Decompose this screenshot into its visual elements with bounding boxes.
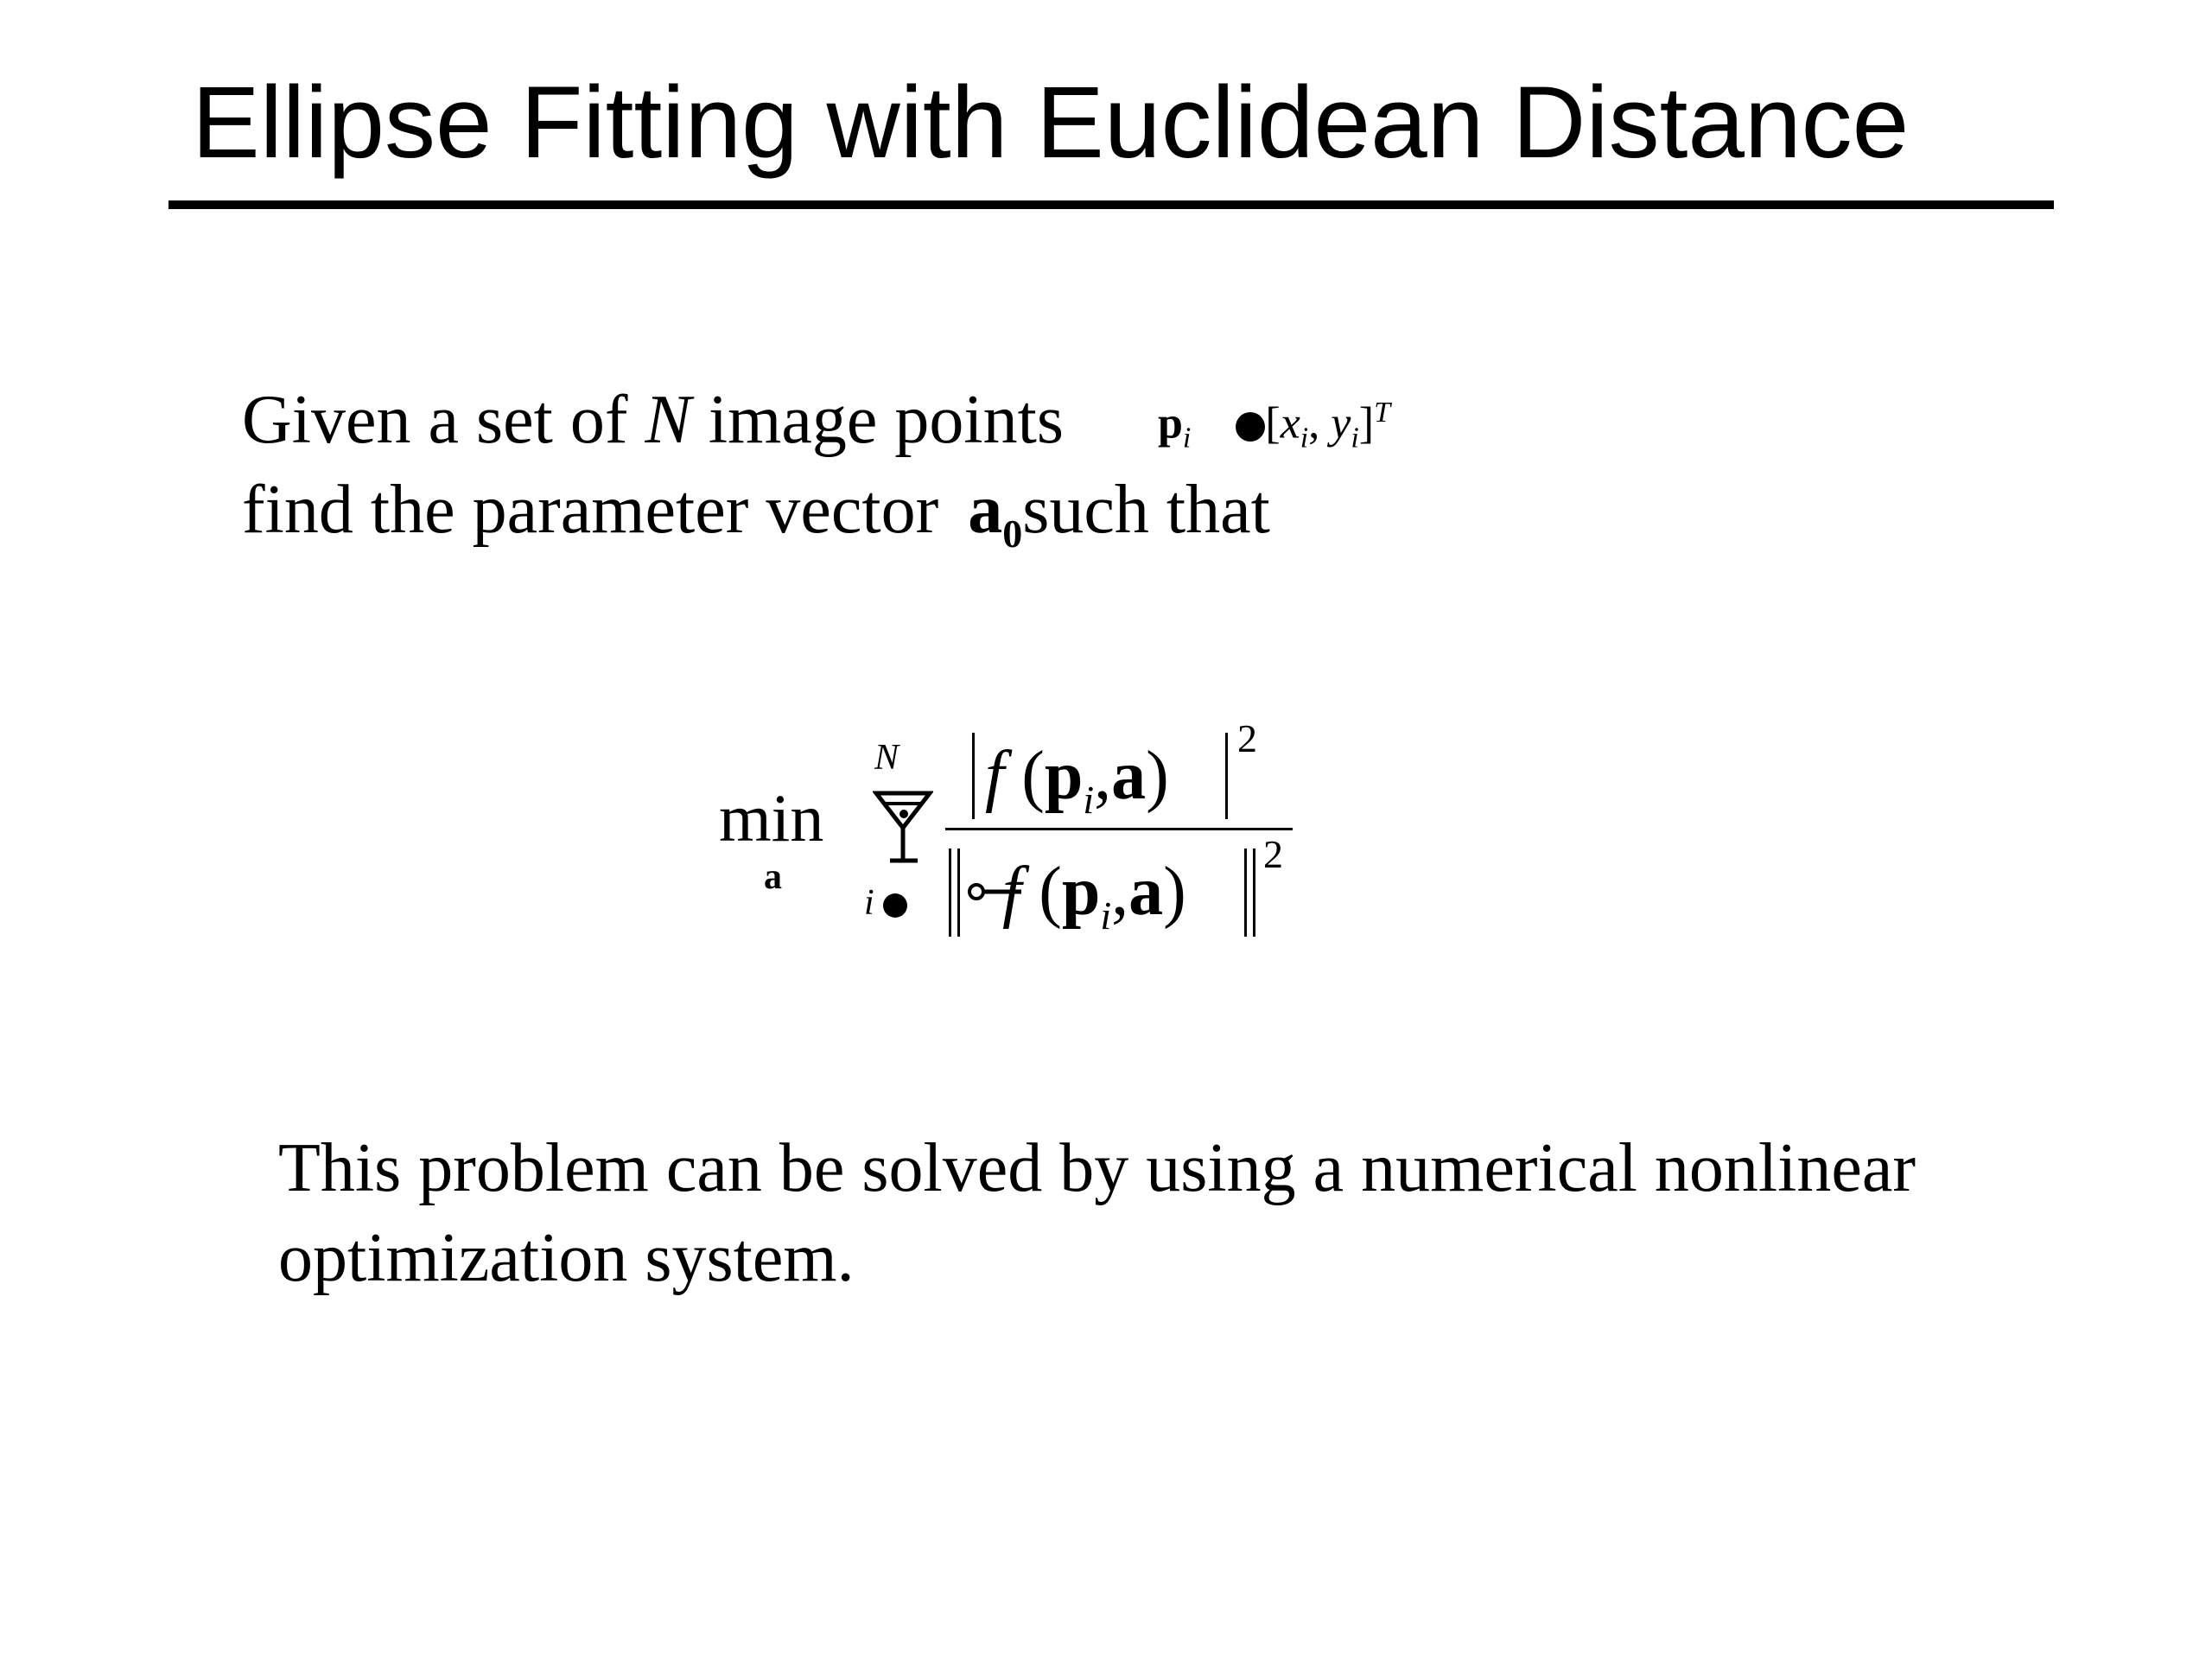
den-p: p xyxy=(1061,854,1101,930)
norm-bar-right-1 xyxy=(1244,849,1247,937)
num-close: ) xyxy=(1146,738,1169,814)
den-sub-i: i xyxy=(1100,893,1112,938)
num-sub-i: i xyxy=(1083,778,1095,822)
den-comma: , xyxy=(1111,854,1129,930)
given-text-after: image points xyxy=(708,382,1064,458)
den-a: a xyxy=(1128,854,1164,930)
sum-index: i xyxy=(864,883,874,923)
abs-bar-left xyxy=(972,733,975,819)
given-var-n: N xyxy=(645,382,691,458)
conclusion-line-2: optimization system. xyxy=(278,1220,855,1296)
given-line-1 xyxy=(242,378,1064,461)
min-operator: min xyxy=(719,780,824,855)
sum-lower-limit xyxy=(864,881,907,925)
numerator xyxy=(985,733,1169,843)
sum-upper-limit: N xyxy=(874,738,899,778)
norm-bar-left-2 xyxy=(957,849,960,937)
norm-bar-right-2 xyxy=(1253,849,1255,937)
summation-glyph-icon xyxy=(873,788,933,866)
given-line-2 xyxy=(242,468,1270,575)
point-definition xyxy=(1158,387,1390,465)
y-var: y xyxy=(1331,398,1351,448)
param-index: 0 xyxy=(1002,512,1023,556)
given-text: Given a set of xyxy=(242,382,628,458)
param-symbol: a xyxy=(968,472,1003,548)
den-close: ) xyxy=(1163,854,1186,930)
transpose: T xyxy=(1374,397,1391,429)
line2-text-after: such that xyxy=(1022,472,1270,548)
line2-text: find the parameter vector xyxy=(242,472,939,548)
denominator xyxy=(1002,849,1186,959)
point-symbol: p xyxy=(1158,398,1183,448)
x-sub: i xyxy=(1300,422,1309,454)
fraction-bar xyxy=(945,828,1293,830)
bracket-open: [ xyxy=(1265,398,1281,448)
min-subscript: a xyxy=(764,857,782,897)
x-var: x xyxy=(1280,398,1300,448)
num-a: a xyxy=(1111,738,1147,814)
slide-title: Ellipse Fitting with Euclidean Distance xyxy=(192,66,1910,180)
point-index: i xyxy=(1182,422,1192,454)
num-p: p xyxy=(1044,738,1084,814)
bullet-glyph-icon xyxy=(883,893,907,918)
conclusion-line-1: This problem can be solved by using a numerical nonlinear xyxy=(278,1130,1916,1206)
num-power: 2 xyxy=(1237,716,1257,760)
num-open: ( xyxy=(1021,738,1045,814)
comma: , xyxy=(1308,398,1320,448)
abs-bar-right xyxy=(1225,733,1228,819)
bullet-glyph-icon xyxy=(1236,412,1265,442)
y-sub: i xyxy=(1351,422,1359,454)
num-f: f xyxy=(985,738,1005,814)
num-comma: , xyxy=(1094,738,1112,814)
bracket-close: ] xyxy=(1358,398,1375,448)
norm-bar-left-1 xyxy=(949,849,951,937)
den-f: f xyxy=(1002,854,1022,930)
den-open: ( xyxy=(1039,854,1062,930)
title-divider xyxy=(168,200,2054,209)
den-power: 2 xyxy=(1263,832,1283,876)
